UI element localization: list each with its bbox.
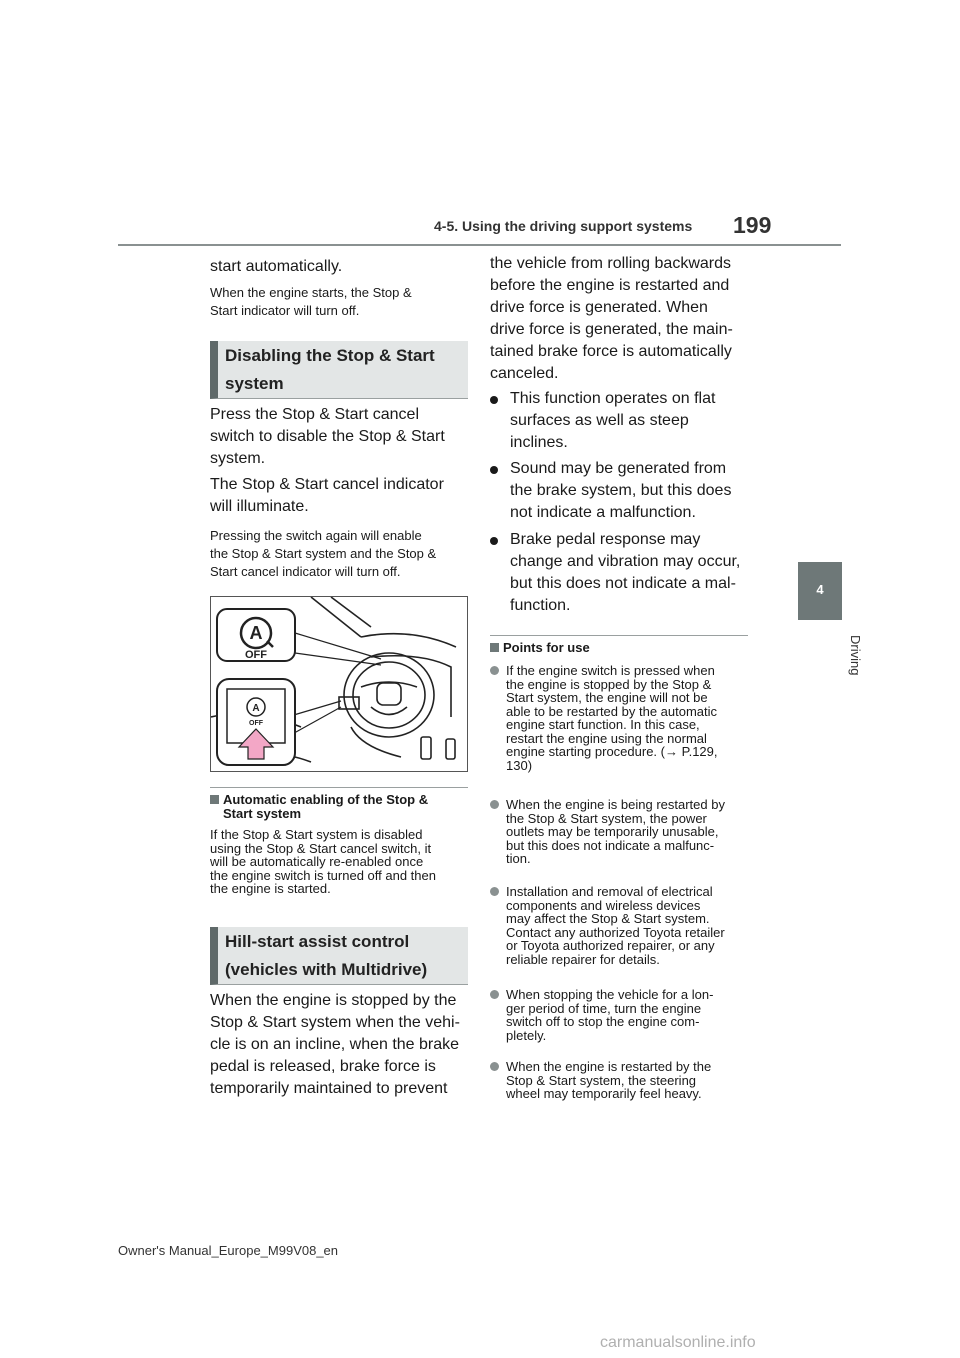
- bullet-dot-icon: [490, 537, 498, 545]
- left-p1-note: When the engine starts, the Stop & Start indicator will turn off.: [210, 285, 412, 318]
- chapter-tab-number: 4: [816, 582, 824, 597]
- square-bullet-icon: [490, 643, 499, 652]
- bullet-dot-icon: [490, 396, 498, 404]
- section-hill-start-assist: Hill-start assist control (vehicles with Multidrive): [210, 927, 468, 985]
- note-dot-icon: [490, 887, 499, 896]
- header-rule: [118, 244, 841, 246]
- left-p4: When the engine is stopped by the Stop & Start system when the vehi- cle is on an incline, when the brake pedal is released, brake force is temporarily maintained to prevent: [210, 992, 460, 1097]
- footer-manual-id: Owner's Manual_Europe_M99V08_en: [118, 1243, 339, 1258]
- square-bullet-icon: [210, 795, 219, 804]
- right-rule: [490, 635, 748, 636]
- left-p1: start automatically.: [210, 258, 343, 275]
- left-p3: The Stop & Start cancel indicator will illuminate.: [210, 476, 444, 515]
- left-p3-note: Pressing the switch again will enable the Stop & Start system and the Stop & Start cancel indicator will turn off.: [210, 528, 437, 579]
- subhead-automatic-enabling-body: If the Stop & Start system is disabled using the Stop & Start cancel switch, it will be automatically re-enabled once the engine switch is turned off and then the engine is started.: [210, 827, 436, 896]
- section-disabling-stop-start: Disabling the Stop & Start system: [210, 341, 468, 399]
- stop-start-switch-illustration: [210, 596, 468, 772]
- note-dot-icon: [490, 666, 499, 675]
- header-section-title: 4-5. Using the driving support systems: [434, 218, 693, 234]
- watermark: carmanualsonline.info: [600, 1334, 756, 1351]
- switch-letter-large: A: [249, 623, 263, 643]
- switch-text-large: OFF: [245, 649, 267, 661]
- note-dot-icon: [490, 1062, 499, 1071]
- subhead-automatic-enabling: Automatic enabling of the Stop & Start system: [210, 793, 470, 821]
- page-number: 199: [733, 212, 772, 238]
- left-rule: [210, 787, 468, 788]
- svg-text:A: A: [252, 703, 260, 714]
- right-p1: the vehicle from rolling backwards before the engine is restarted and drive force is generated. When drive force is generated, the main- tained brake force is automatically canceled.: [490, 255, 733, 382]
- note-dot-icon: [490, 800, 499, 809]
- svg-text:OFF: OFF: [249, 720, 263, 727]
- dashboard-drawing: [211, 597, 467, 771]
- left-p2: Press the Stop & Start cancel switch to disable the Stop & Start system.: [210, 406, 445, 467]
- bullet-dot-icon: [490, 466, 498, 474]
- chapter-tab-label: Driving: [848, 635, 863, 676]
- points-for-use-heading: Points for use: [490, 641, 750, 655]
- note-dot-icon: [490, 990, 499, 999]
